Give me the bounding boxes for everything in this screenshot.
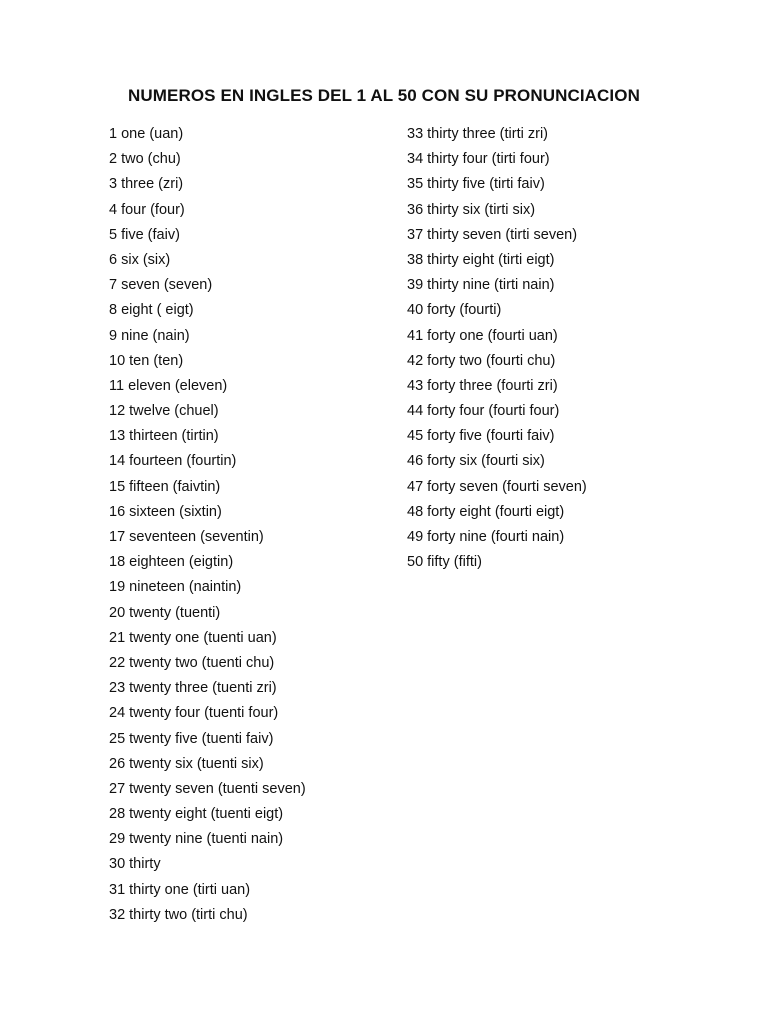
number-entry: 38 thirty eight (tirti eigt) (407, 251, 555, 268)
number-entry: 41 forty one (fourti uan) (407, 327, 558, 344)
number-entry: 9 nine (nain) (109, 327, 190, 344)
number-entry: 17 seventeen (seventin) (109, 529, 264, 545)
number-entry: 8 eight ( eigt) (109, 302, 194, 319)
number-entry: 28 twenty eight (tuenti eigt) (109, 806, 284, 823)
number-entry: 50 fifty (fifti) (407, 554, 482, 571)
number-entry: 5 five (faiv) (109, 226, 180, 243)
number-entry: 24 twenty four (tuenti four) (109, 705, 279, 722)
number-entry: 18 eighteen (eigtin) (109, 554, 234, 571)
number-entry: 20 twenty (tuenti) (109, 604, 221, 621)
number-entry: 40 forty (fourti) (407, 302, 502, 319)
number-entry: 33 thirty three (tirti zri) (407, 126, 548, 142)
number-entry: 6 six (six) (109, 251, 171, 268)
number-entry: 3 three (zri) (109, 176, 184, 193)
number-entry: 14 fourteen (fourtin) (109, 453, 237, 470)
number-entry: 11 eleven (eleven) (109, 377, 228, 394)
number-entry: 37 thirty seven (tirti seven) (407, 226, 578, 243)
number-entry: 4 four (four) (109, 201, 185, 218)
number-entry: 29 twenty nine (tuenti nain) (109, 831, 284, 848)
number-entry: 35 thirty five (tirti faiv) (407, 176, 545, 193)
number-entry: 36 thirty six (tirti six) (407, 201, 536, 218)
number-entry: 21 twenty one (tuenti uan) (109, 629, 277, 646)
number-entry: 42 forty two (fourti chu) (407, 352, 556, 369)
number-entry: 25 twenty five (tuenti faiv) (109, 730, 274, 747)
number-entry: 22 twenty two (tuenti chu) (109, 654, 275, 671)
number-entry: 34 thirty four (tirti four) (407, 151, 550, 168)
number-entry: 30 thirty (109, 856, 161, 873)
number-list-left (109, 122, 306, 928)
number-entry: 27 twenty seven (tuenti seven) (109, 780, 306, 797)
number-entry: 26 twenty six (tuenti six) (109, 755, 264, 772)
number-entry: 44 forty four (fourti four) (407, 403, 560, 420)
number-list-right (407, 122, 587, 575)
number-entry: 43 forty three (fourti zri) (407, 377, 558, 394)
number-entry: 23 twenty three (tuenti zri) (109, 680, 277, 697)
number-entry: 10 ten (ten) (109, 352, 184, 369)
number-entry: 7 seven (seven) (109, 277, 213, 294)
number-entry: 19 nineteen (naintin) (109, 579, 242, 596)
number-entry: 46 forty six (fourti six) (407, 453, 545, 470)
number-entry: 1 one (uan) (109, 126, 184, 142)
number-entry: 13 thirteen (tirtin) (109, 428, 219, 445)
number-entry: 12 twelve (chuel) (109, 403, 219, 420)
number-entry: 49 forty nine (fourti nain) (407, 529, 565, 545)
number-entry: 47 forty seven (fourti seven) (407, 478, 587, 495)
number-entry: 2 two (chu) (109, 151, 181, 168)
number-entry: 45 forty five (fourti faiv) (407, 428, 555, 445)
number-entry: 39 thirty nine (tirti nain) (407, 277, 555, 294)
number-entry: 16 sixteen (sixtin) (109, 503, 222, 520)
number-entry: 31 thirty one (tirti uan) (109, 881, 251, 898)
number-entry: 32 thirty two (tirti chu) (109, 906, 248, 923)
number-entry: 48 forty eight (fourti eigt) (407, 503, 565, 520)
number-entry: 15 fifteen (faivtin) (109, 478, 221, 495)
page-title: NUMEROS EN INGLES DEL 1 AL 50 CON SU PRONUNCIACION (128, 86, 640, 105)
